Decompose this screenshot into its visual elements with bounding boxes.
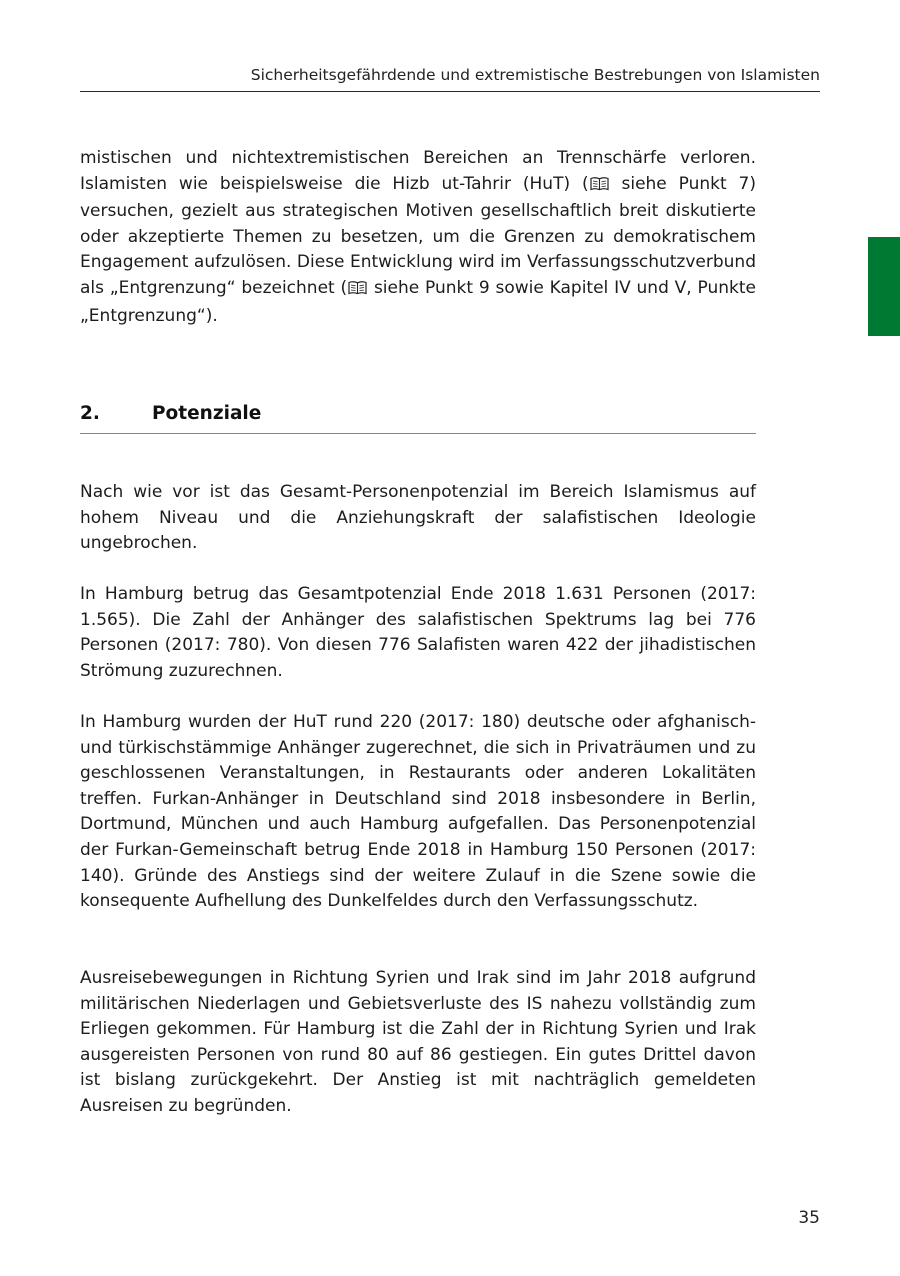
body-paragraph-4-block	[80, 966, 756, 1120]
running-header-title: Sicherheitsgefährdende und extremistische Bestrebungen von Islamisten	[250, 66, 820, 84]
body-paragraph-3-block	[80, 710, 756, 915]
body-paragraph-1-block	[80, 480, 756, 557]
body-paragraph: Nach wie vor ist das Gesamt-Personenpotenzial im Bereich Islamismus auf hohem Niveau und die Anziehungskraft der salafistischen Ideologie ungebrochen.	[80, 482, 756, 554]
book-icon	[348, 278, 367, 304]
section-heading	[80, 398, 756, 434]
intro-paragraph	[80, 146, 756, 329]
intro-text-part2: versuchen, gezielt aus strategischen Motiven gesellschaftlich breit diskutierte oder akzeptierte Themen zu besetzen, um die Grenzen zu demokratischem Engagement aufzulösen. Diese Entwicklung wird im Verfassungsschutzverbund als „Entgrenzung“ bezeichnet (	[80, 201, 756, 298]
body-paragraph: In Hamburg betrug das Gesamtpotenzial Ende 2018 1.631 Personen (2017: 1.565). Die Zahl der Anhänger des salafistischen Spektrums lag bei 776 Personen (2017: 780). Von diesen 776 Salafisten waren 422 der jihadistischen Strömung zuzurechnen.	[80, 584, 756, 681]
intro-text-part1: mistischen und nichtextremistischen Bereichen an Trennschärfe verloren. Islamisten wie beispielsweise die Hizb ut-Tahrir (HuT) (	[80, 148, 756, 194]
body-paragraph: In Hamburg wurden der HuT rund 220 (2017: 180) deutsche oder afghanisch- und türkischstämmige Anhänger zugerechnet, die sich in Privaträumen und zu geschlossenen Veranstaltungen, in Restaurants oder anderen Lokalitäten treffen. Furkan-Anhänger in Deutschland sind 2018 insbesondere in Berlin, Dortmund, München und auch Hamburg aufgefallen. Das Personenpotenzial der Furkan-Gemeinschaft betrug Ende 2018 in Hamburg 150 Personen (2017: 140). Gründe des Anstiegs sind der weitere Zulauf in die Szene sowie die konsequente Aufhellung des Dunkelfeldes durch den Verfassungsschutz.	[80, 712, 756, 912]
body-paragraph-2-block	[80, 582, 756, 684]
intro-reference-2: siehe Punkt 9 sowie Kapitel IV und V, Punkte „Entgrenzung“).	[80, 277, 756, 326]
book-icon	[590, 174, 609, 200]
page-number: 35	[798, 1208, 820, 1228]
intro-text-block	[80, 146, 756, 329]
section-number: 2.	[80, 403, 100, 424]
section-title: Potenziale	[152, 403, 262, 424]
running-header	[80, 64, 820, 92]
body-paragraph: Ausreisebewegungen in Richtung Syrien und Irak sind im Jahr 2018 aufgrund militärischen Niederlagen und Gebietsverluste des IS nahezu vollständig zum Erliegen gekommen. Für Hamburg ist die Zahl der in Richtung Syrien und Irak ausgereisten Personen von rund 80 auf 86 gestiegen. Ein gutes Drittel davon ist bislang zurückgekehrt. Der Anstieg ist mit nachträglich gemeldeten Ausreisen zu begründen.	[80, 968, 756, 1116]
intro-reference-1: siehe Punkt 7)	[609, 173, 756, 194]
chapter-tab-marker	[868, 237, 900, 336]
